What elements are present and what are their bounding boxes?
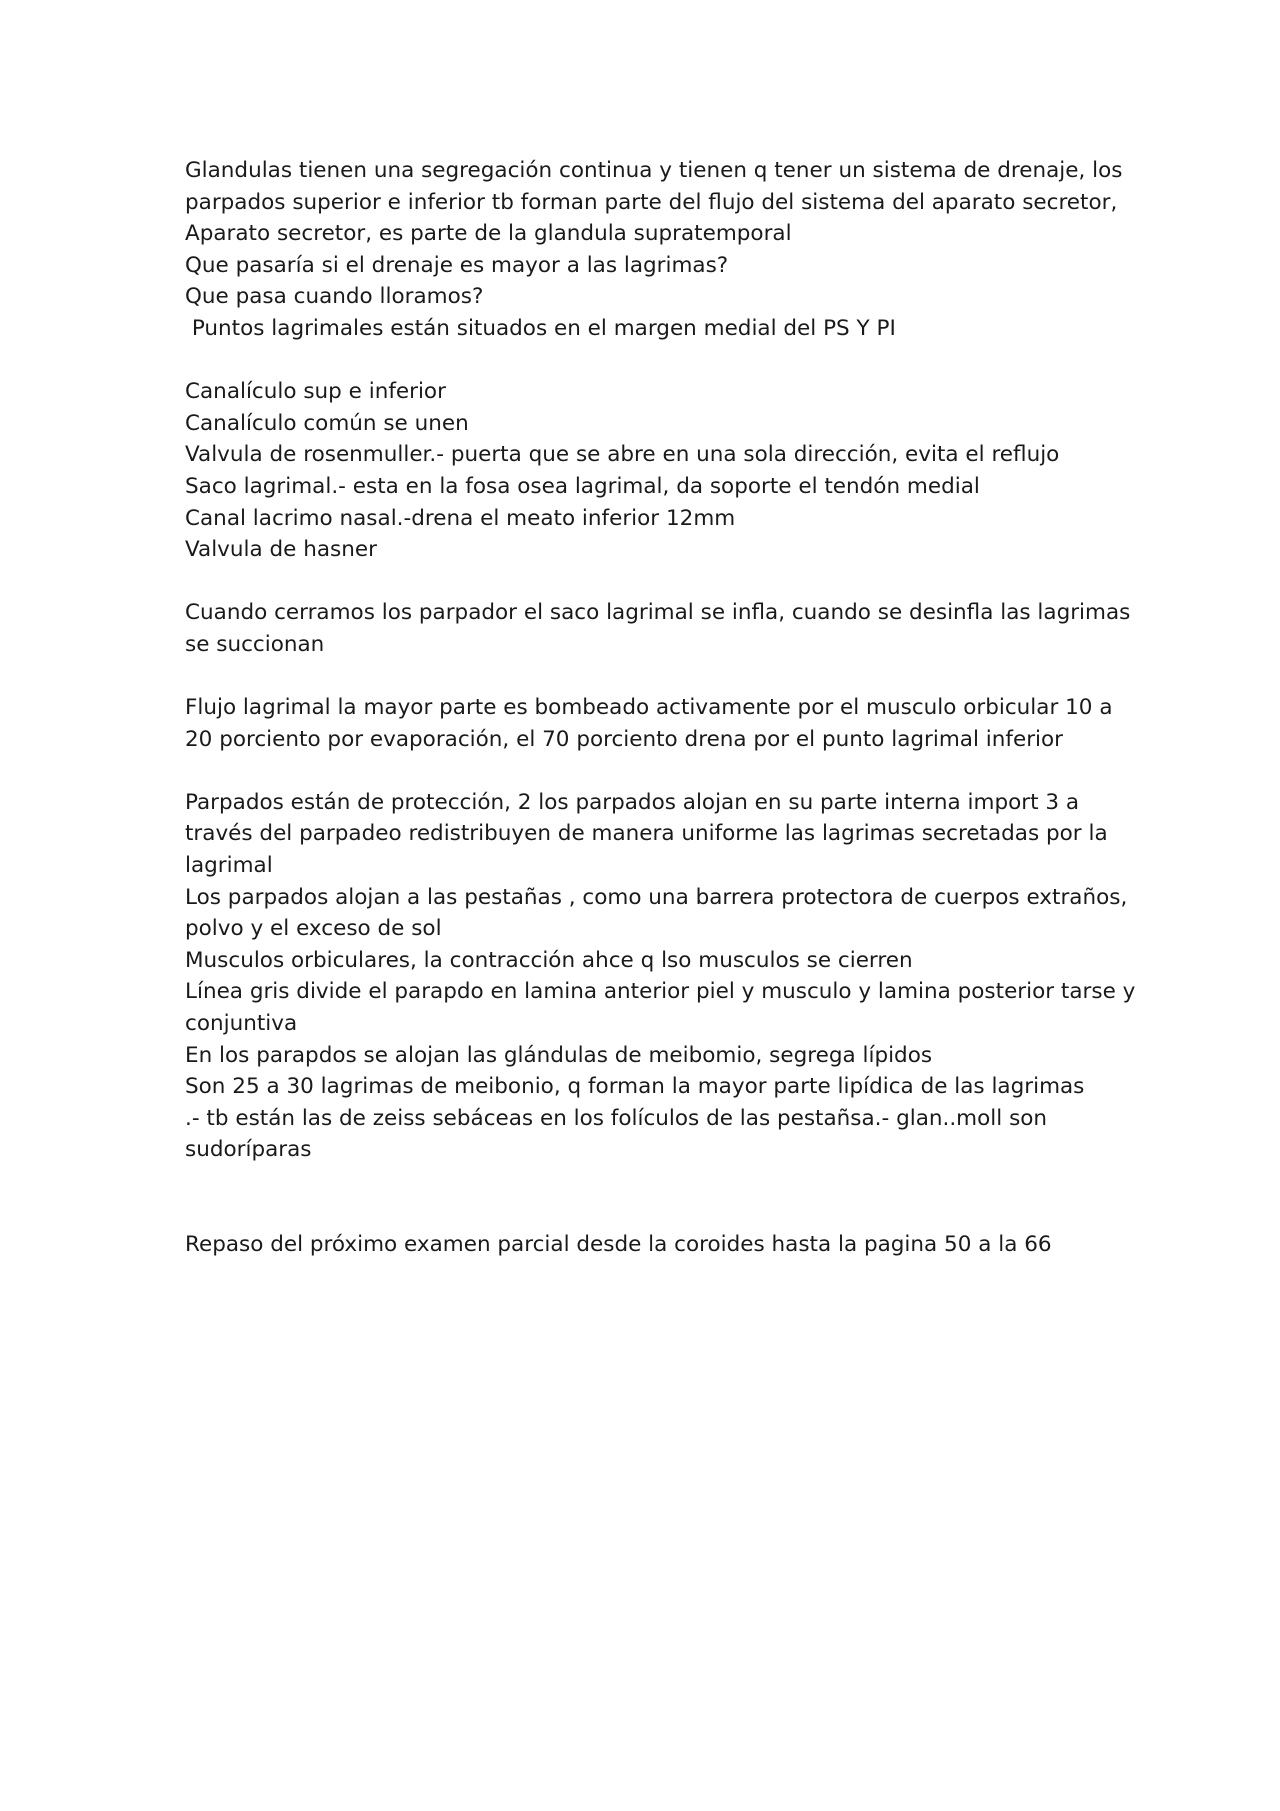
text-line: sudoríparas <box>185 1137 312 1163</box>
text-line: Repaso del próximo examen parcial desde la coroides hasta la pagina 50 a la 66 <box>185 1232 1052 1258</box>
paragraph-flujo-lagrimal <box>185 692 1125 755</box>
text-line: parpados superior e inferior tb forman parte del flujo del sistema del aparato secretor, <box>185 189 1118 215</box>
paragraph-spacer <box>185 661 1125 693</box>
text-line: lagrimal <box>185 853 273 879</box>
text-line: Aparato secretor, es parte de la glandula supratemporal <box>185 221 792 247</box>
text-line: Canal lacrimo nasal.-drena el meato inferior 12mm <box>185 505 736 531</box>
text-line: Canalículo sup e inferior <box>185 379 446 405</box>
text-line: polvo y el exceso de sol <box>185 916 442 942</box>
paragraph-glandulas <box>185 155 1125 345</box>
text-line: Que pasa cuando lloramos? <box>185 284 484 310</box>
text-line: Canalículo común se unen <box>185 410 469 436</box>
paragraph-saco-lagrimal <box>185 597 1131 660</box>
text-line: Parpados están de protección, 2 los parpados alojan en su parte interna import 3 a <box>185 789 1080 815</box>
text-line: Glandulas tienen una segregación continua y tienen q tener un sistema de drenaje, los <box>185 158 1123 183</box>
text-line: Valvula de rosenmuller.- puerta que se abre en una sola dirección, evita el reflujo <box>185 442 1060 468</box>
text-line: se succionan <box>185 631 325 657</box>
text-line: Valvula de hasner <box>185 537 377 563</box>
text-line: Los parpados alojan a las pestañas , como una barrera protectora de cuerpos extraños, <box>185 884 1128 910</box>
paragraph-spacer <box>185 566 1125 598</box>
paragraph-spacer <box>185 755 1125 787</box>
text-line: 20 porciento por evaporación, el 70 porciento drena por el punto lagrimal inferior <box>185 726 1063 752</box>
text-line: Saco lagrimal.- esta en la fosa osea lagrimal, da soporte el tendón medial <box>185 473 980 499</box>
text-line: Flujo lagrimal la mayor parte es bombeado activamente por el musculo orbicular 10 a <box>185 695 1113 721</box>
paragraph-spacer <box>185 345 1125 377</box>
paragraph-vias-lagrimales <box>185 376 1125 566</box>
document-body <box>185 155 1136 1261</box>
text-line: Que pasaría si el drenaje es mayor a las lagrimas? <box>185 252 729 278</box>
text-line: .- tb están las de zeiss sebáceas en los folículos de las pestañsa.- glan..moll son <box>185 1105 1048 1131</box>
paragraph-parpados <box>185 787 1136 1166</box>
text-line: Cuando cerramos los parpador el saco lagrimal se infla, cuando se desinfla las lagrimas <box>185 600 1131 626</box>
text-line: Son 25 a 30 lagrimas de meibonio, q forman la mayor parte lipídica de las lagrimas <box>185 1074 1085 1100</box>
text-line: En los parapdos se alojan las glándulas de meibomio, segrega lípidos <box>185 1042 933 1068</box>
text-line: Musculos orbiculares, la contracción ahce q lso musculos se cierren <box>185 947 913 973</box>
paragraph-repaso <box>185 1229 1125 1261</box>
paragraph-spacer <box>185 1166 1125 1229</box>
text-line: conjuntiva <box>185 1011 298 1037</box>
text-line: Puntos lagrimales están situados en el margen medial del PS Y PI <box>185 315 896 341</box>
text-line: través del parpadeo redistribuyen de manera uniforme las lagrimas secretadas por la <box>185 821 1108 847</box>
text-line: Línea gris divide el parapdo en lamina anterior piel y musculo y lamina posterior tarse y <box>185 979 1136 1005</box>
